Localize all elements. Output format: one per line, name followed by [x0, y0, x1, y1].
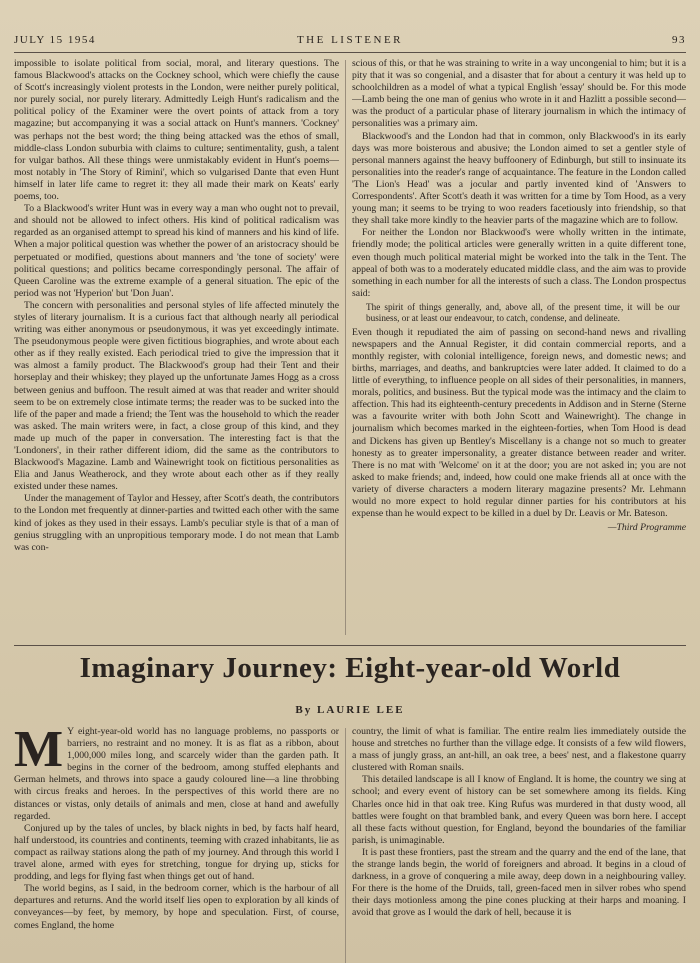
paragraph: It is past these frontiers, past the stream and the quarry and the end of the lane, that the strange lands begin, the world of foreigners and abroad. It begins in a cloud of darkness, in a grove of conquering a mile away, deep down in a neighbouring valley. For there is the home of the Druids, tall, green-faced men in silver robes who spend their days motionless among the pine cones plucking at their harps and moaning. I avoid that grove as I would the dark of hell, because it is: [352, 846, 686, 919]
paragraph: impossible to isolate political from social, moral, and literary questions. The famous Blackwood's attacks on the Cockney school, which were chiefly the cause of Scott's increasingly violent protests in the London, were neither purely political, nor purely social, nor purely literary. Admittedly Leigh Hunt's radicalism and the political policy of the Examiner were the overt points of attack from a tory magazine; but accompanying it was a social attack on Hunt's manners. 'Cockney' was perhaps not the best word; the thing being attacked was the ethos of small, middle-class London suburbia with claims to culture; sentimentality, gush, a talent for vulgar bathos. All these things were unmistakably evident in Hunt's poems—most notably in 'The Story of Rimini', which so vulgarised Dante that even Hunt himself in later life came to regret it: they all made their mark on Keats' early poems, too.: [14, 58, 339, 203]
paragraph: The world begins, as I said, in the bedroom corner, which is the harbour of all departures and returns. And the world itself lies open to exploration by all kinds of conveyances—by feet, by memory, by hope and speculation. First, of course, comes England, the home: [14, 883, 339, 931]
drop-cap: M: [14, 726, 64, 778]
header-rule: [14, 52, 686, 53]
paragraph: This detailed landscape is all I know of England. It is home, the country we sing at school; and every event of history can be set somewhere among its fields. King Charles once hid in that oak tree. King Rufus was murdered in that dusty wood, all battles were fought on that brambled bank, and every Queen was born here. I accept all these facts without question, for England, beyond the boundaries of the familiar parish, is unimaginable.: [352, 774, 686, 846]
article-left-column: [14, 726, 339, 963]
masthead: THE LISTENER: [296, 34, 404, 46]
article-separator-rule: [14, 645, 686, 646]
paragraph: Y eight-year-old world has no language problems, no passports or barriers, no restraint and no money. It is as flat as a ribbon, about 1,000,000 miles long, and scarcely wider than the garden path. It begins in the corner of the bedroom, among stuffed elephants and German helmets, and throws into space a gaudy coloured line—a line throbbing with circus freaks and heroes. In the perspectives of this world there are no distances or vistas, only details of animals and men, close at hand and awefully regarded.: [14, 726, 339, 822]
top-article-right-column: [352, 58, 686, 640]
top-article-left-column: [14, 58, 339, 640]
article-byline: By LAURIE LEE: [295, 704, 405, 716]
broadcast-credit: —Third Programme: [607, 522, 686, 534]
prospectus-quote: The spirit of things generally, and, above all, of the present time, it will be our business, or at least our endeavour, to catch, condense, and delineate.: [366, 301, 680, 324]
column-divider: [345, 728, 346, 963]
paragraph: For neither the London nor Blackwood's were wholly written in the intimate, friendly mode; the political articles were generally written in a quite different tone, even though much political material might be worked into the talk in the Tent. The appeal of both was to a moderately educated middle class, and the aim was to provide something in each number for all the interests of such a class. The London prospectus said:: [352, 227, 686, 299]
paragraph: Conjured up by the tales of uncles, by black nights in bed, by facts half heard, half understood, its countries and continents, teeming with crazed inhabitants, lie as compact as railway stations along the path of my journey. And through this world I travel alone, armed with eyes for stretching, tongue for drying up, sticks for prodding, and legs for flying fast when things get out of hand.: [14, 822, 339, 883]
paragraph: country, the limit of what is familiar. The entire realm lies immediately outside the house and stretches no further than the village edge. It consists of a few wild flowers, a mass of jungly grass, an ant-hill, an oak tree, a bees' nest, and a flakestone quarry clustered with Roman snails.: [352, 726, 686, 774]
paragraph: To a Blackwood's writer Hunt was in every way a man who ought not to prevail, and should not be allowed to infect others. His kind of political radicalism was regarded as an organised attempt to spread his kind of manners and his kind of life. When a major political question was whether the power of an aristocracy should be perpetuated or modified, questions about manners and 'the tone of society' were political questions; and politics became correspondingly personal. The affair of Queen Caroline was the extreme example of a general situation. The epic of the period was not 'Hyperion' but 'Don Juan'.: [14, 203, 339, 299]
paragraph: Even though it repudiated the aim of passing on second-hand news and rivalling newspapers and the Annual Register, it did contain commercial reports, and a monthly register, with colonial intelligence, foreign news, and domestic news; and births, marriages, and deaths, and bankruptcies were later added. It claimed to do a little of everything, to influence people on all sides of their personalities, in manners, morals, politics, and business. But the typical mode was the intimacy and the claim to affection. This had its eighteenth-century precedents in Addison and in Sterne (Sterne was a favourite writer with both John Scott and Wainewright). The change in journalism which becomes marked in the eighteen-forties, when Tom Hood is dead and Dickens has given up Bentley's Miscellany is a change not so much to greater honesty as to greater impersonality, a greater distance between reader and writer. There is no mat with 'Welcome' on it at the door; you are not asked in; you are not asked to make friends; and, indeed, how could one make friends all at once with the variety of diverse characters a modern literary magazine presents? Mr. Lehmann would no more expect to hold regular dinner parties for his contributors at his expense than he would expect to be killed in a duel by Dr. Leavis or Mr. Bateson.: [352, 326, 686, 520]
paragraph: Under the management of Taylor and Hessey, after Scott's death, the contributors to the London met frequently at dinner-parties and twitted each other with the same kind of jokes as they used in their essays. Lamb's peculiar style is that of a man of genius struggling with an unpropitious temporary mode. I do not mean that Lamb was con-: [14, 493, 339, 553]
article-right-column: [352, 726, 686, 963]
page-number: 93: [672, 34, 686, 46]
column-divider: [345, 60, 346, 635]
paragraph: scious of this, or that he was straining to write in a way uncongenial to him; but it is a pity that it was so congenial, and a disaster that for about a century it was held up to schoolchildren as a model of what a typical English 'essay' should be. For this mode—Lamb being the one man of genius who wrote in it and Hazlitt a possible second—was the product of a particular phase of literary journalism in which the intimacy of personalities was a primary aim.: [352, 58, 686, 130]
running-head: [14, 34, 686, 52]
article-headline: Imaginary Journey: Eight-year-old World: [79, 652, 621, 684]
issue-date: JULY 15 1954: [14, 34, 96, 46]
paragraph: The concern with personalities and personal styles of life affected minutely the styles of literary journalism. It is a curious fact that although nearly all periodical writing was either anonymous or pseudonymous, it was yet exceedingly intimate. The pseudonymous people were given fictitious biographies, and wrote about each other as if they really existed. Each periodical tried to give the impression that it was almost a family product. The Blackwood's group had their Tent and their horseplay and their whiskey; they played up the unfortunate James Hogg as a cross between genius and buffoon. The result aimed at was that reader and writer should seem to be on extremely close intimate terms; the reader was to be sucked into the life of the paper and made a friend; the Tent was the household to which the reader was asked. The main writers were, in fact, a close group of this kind, and they made up much of the paper in conversation. The interesting fact is that the 'Londoners', in their rather different idiom, did the same as the contributors to Blackwood's Magazine. Lamb and Wainewright took on fictitious personalities as Elia and Janus Weatherock, and they wrote about each other as if they really existed under these names.: [14, 299, 339, 493]
paragraph: Blackwood's and the London had that in common, only Blackwood's in its early days was more boisterous and abusive; the London aimed to set a gentler style of personal manners against the heavy buffoonery of Edinburgh, but still to insinuate its personalities into the reader's range of acquaintance. The feature in the London called 'The Lion's Head' was a jocular and partly invented kind of 'Answers to Correspondents'. After Scott's death it was written for a time by Tom Hood, as a very young man; it seems to be trying to woo readers facetiously into friendship, so that they shall take more kindly to the heavier parts of the magazine which are to follow.: [352, 130, 686, 227]
